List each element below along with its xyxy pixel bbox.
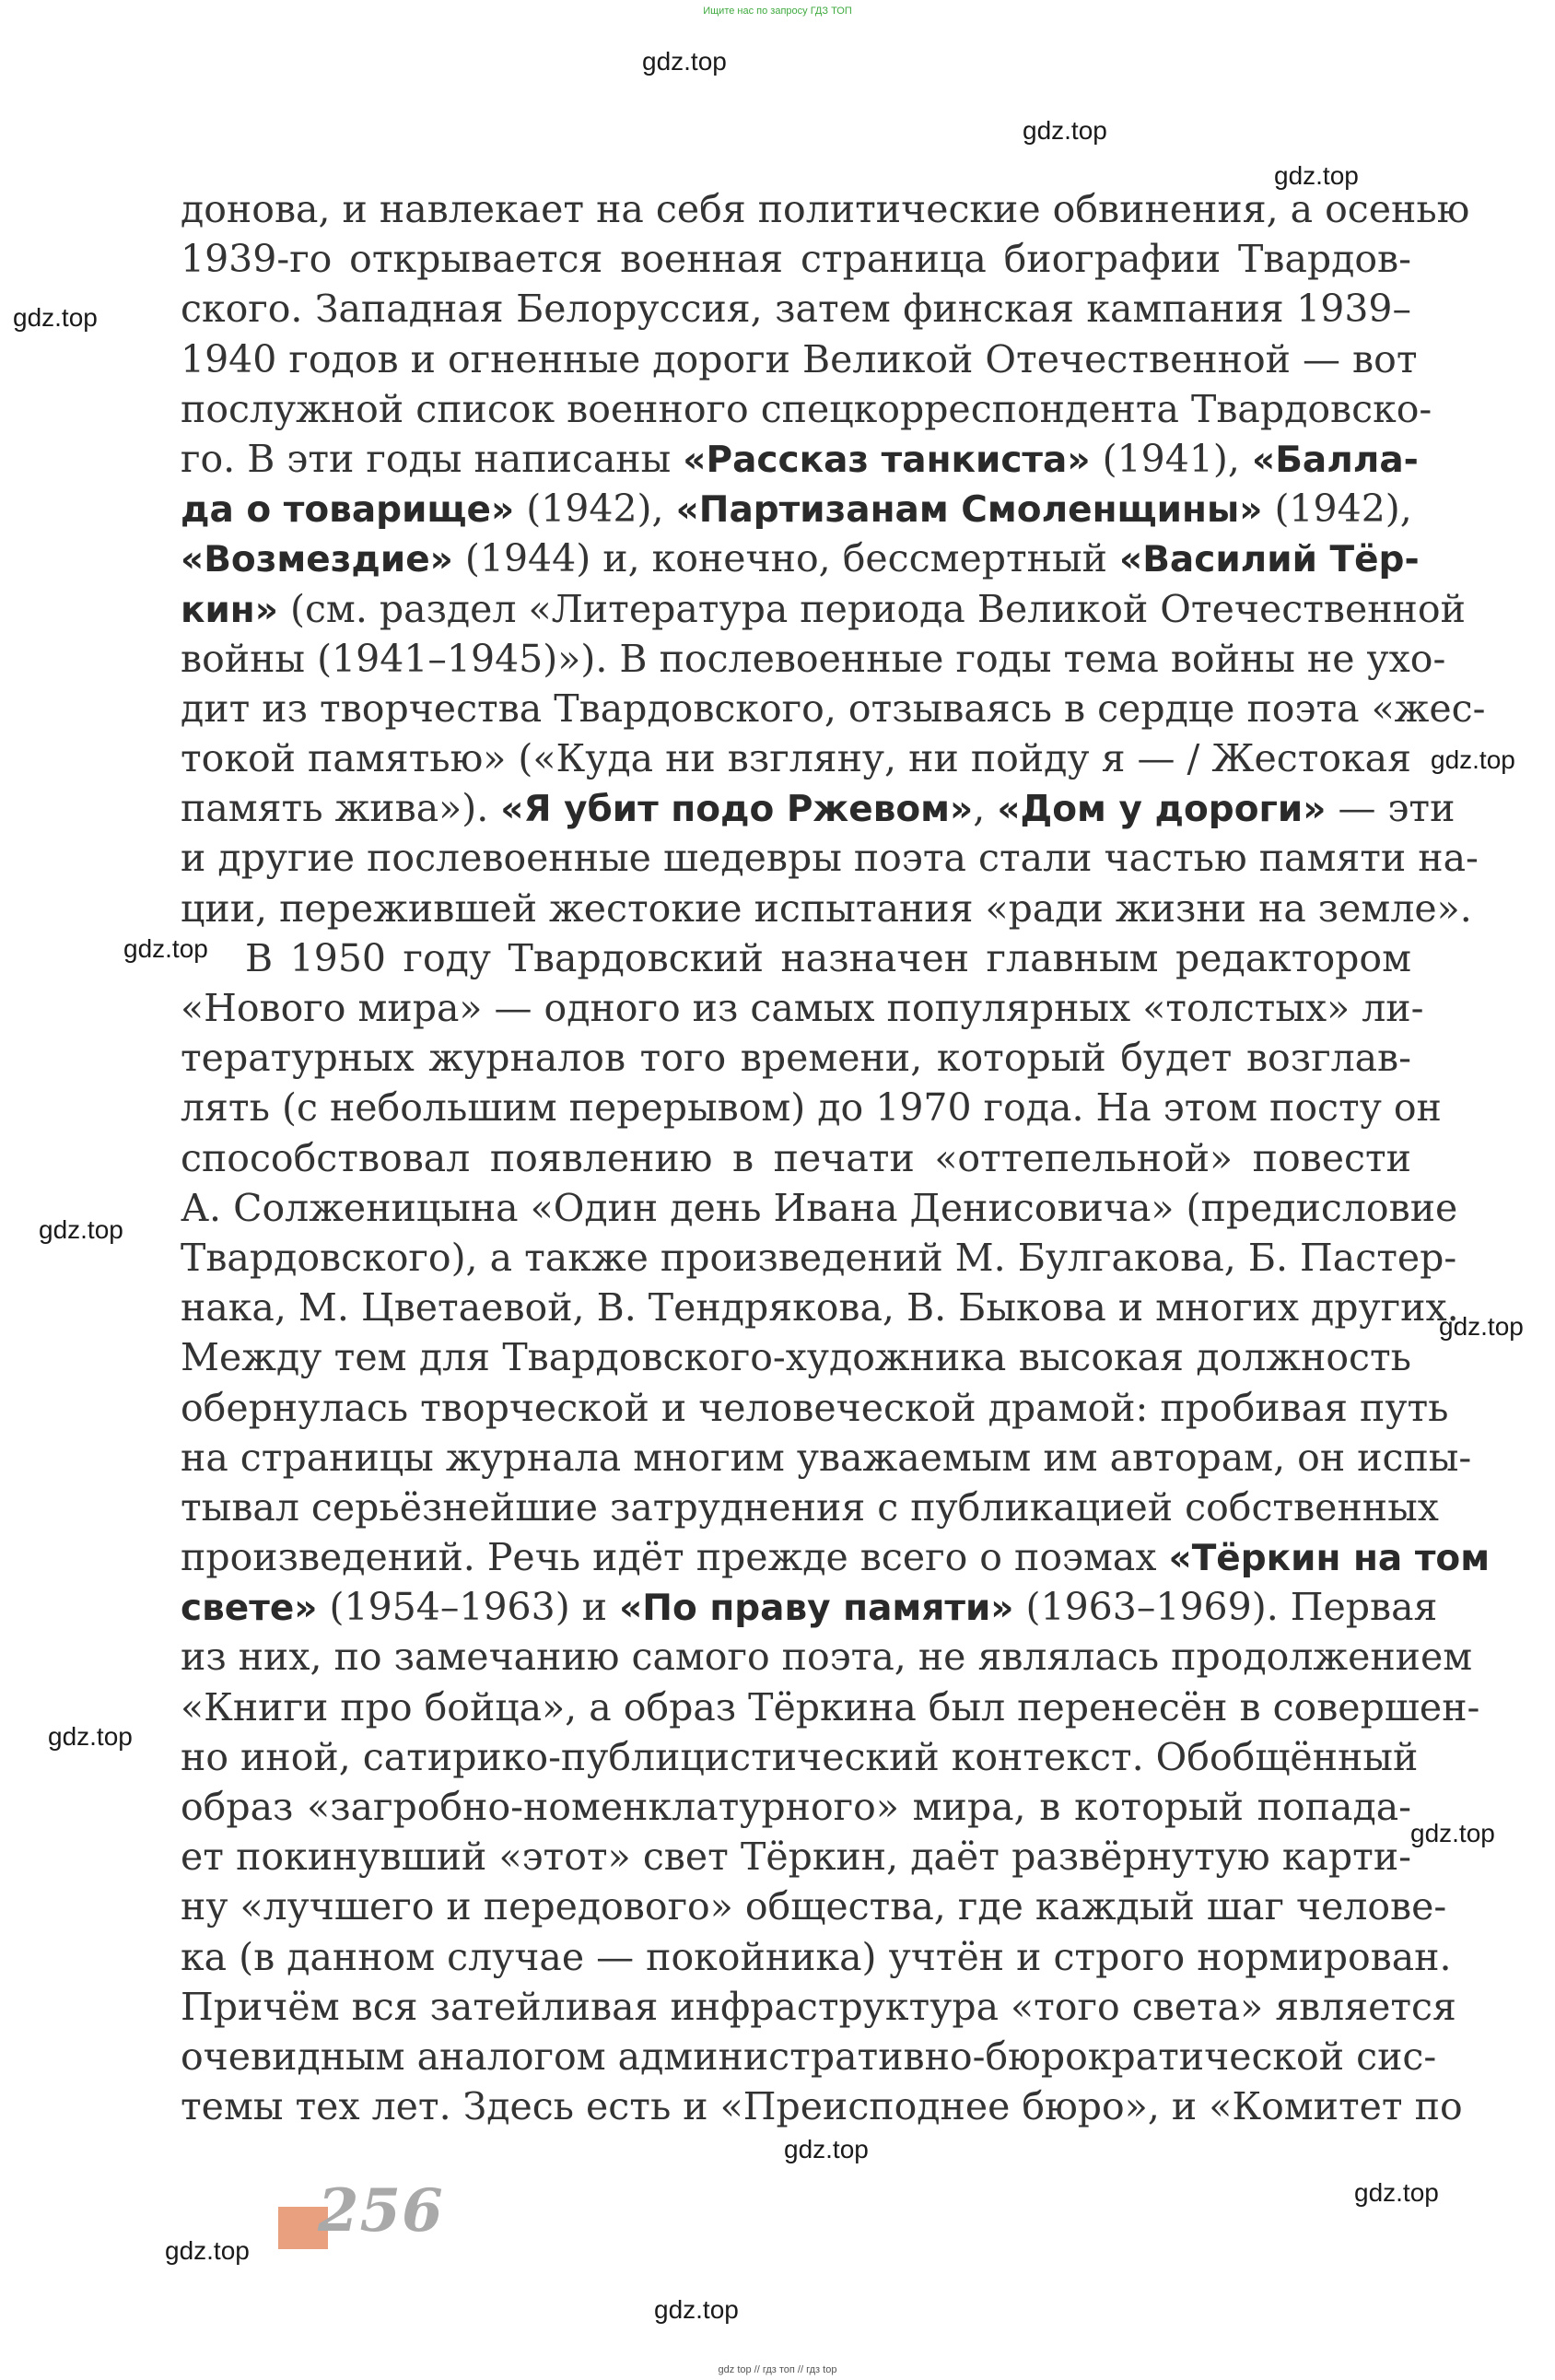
text-span: и другие послевоенные шедевры поэта стали частью памяти на- xyxy=(181,836,1479,881)
text-line xyxy=(181,234,1411,284)
text-line xyxy=(181,1283,1459,1332)
bold-title: «Я убит подо Ржевом» xyxy=(500,789,974,831)
text-span: тывал серьёзнейшие затруднения с публикацией собственных xyxy=(181,1484,1439,1530)
text-span: память жива»). xyxy=(181,786,501,831)
text-line xyxy=(181,1832,1411,1882)
text-span: В 1950 году Твардовский назначен главным редактором xyxy=(245,935,1411,980)
watermark: gdz.top xyxy=(1023,116,1107,145)
bold-title: «По праву памяти» xyxy=(619,1588,1014,1630)
bold-title: да о товарище» xyxy=(181,489,515,532)
text-span: произведений. Речь идёт прежде всего о поэмах xyxy=(181,1535,1169,1580)
text-span: тературных журналов того времени, который будет возглав- xyxy=(181,1036,1411,1081)
text-line xyxy=(181,1882,1447,1931)
text-line xyxy=(181,1532,1491,1582)
watermark: gdz.top xyxy=(48,1722,133,1751)
text-span: А. Солженицына «Один день Ивана Денисовича» (предисловие xyxy=(181,1185,1458,1230)
watermark: gdz.top xyxy=(1354,2178,1439,2207)
text-span: ет покинувший «этот» свет Тёркин, даёт развёрнутую карти- xyxy=(181,1835,1411,1880)
text-span: Причём вся затейливая инфраструктура «того света» является xyxy=(181,1984,1456,2029)
text-span: донова, и навлекает на себя политические обвинения, а осенью xyxy=(181,187,1470,231)
text-span: нака, М. Цветаевой, В. Тендрякова, В. Быкова и многих других. xyxy=(181,1285,1459,1331)
text-line xyxy=(181,1582,1438,1632)
page-number: 256 xyxy=(318,2176,444,2245)
text-line xyxy=(181,933,1411,983)
bold-title: кин» xyxy=(181,589,278,631)
text-span: но иной, сатирико-публицистический контекст. Обобщённый xyxy=(181,1734,1419,1779)
bold-title: «Рассказ танкиста» xyxy=(683,439,1091,481)
text-line xyxy=(181,1782,1411,1832)
text-span: лять (с небольшим перерывом) до 1970 года. На этом посту он xyxy=(181,1085,1442,1131)
text-line xyxy=(181,1483,1439,1532)
text-line xyxy=(181,284,1411,334)
watermark: gdz.top xyxy=(1439,1312,1524,1341)
watermark: gdz.top xyxy=(165,2236,250,2265)
text-span: на страницы журнала многим уважаемым им авторам, он испы- xyxy=(181,1435,1472,1480)
watermark: gdz.top xyxy=(123,934,208,963)
text-line xyxy=(181,1682,1480,1732)
bold-title: свете» xyxy=(181,1588,318,1630)
text-span: го. В эти годы написаны xyxy=(181,436,684,481)
text-span: «Нового мира» — одного из самых популярных «толстых» ли- xyxy=(181,986,1424,1030)
text-line xyxy=(181,884,1472,933)
watermark: gdz.top xyxy=(784,2135,869,2163)
text-span: 1940 годов и огненные дороги Великой Отечественной — вот xyxy=(181,336,1418,381)
text-span: из них, по замечанию самого поэта, не являлась продолжением xyxy=(181,1635,1473,1680)
bold-title: «Балла- xyxy=(1252,439,1419,481)
text-span: (1954–1963) и xyxy=(317,1585,620,1630)
text-line xyxy=(181,1233,1457,1283)
header-note: Ищите нас по запросу ГДЗ ТОП xyxy=(703,6,852,17)
watermark: gdz.top xyxy=(1274,161,1359,190)
text-line xyxy=(181,733,1411,783)
text-line xyxy=(181,634,1446,684)
text-span: войны (1941–1945)»). В послевоенные годы тема войны не ухо- xyxy=(181,636,1446,681)
watermark: gdz.top xyxy=(39,1215,123,1244)
text-line xyxy=(181,1332,1411,1382)
watermark: gdz.top xyxy=(654,2295,739,2324)
text-span: «Книги про бойца», а образ Тёркина был перенесён в совершен- xyxy=(181,1684,1480,1729)
text-span: способствовал появлению в печати «оттепельной» повести xyxy=(181,1135,1411,1180)
text-span: (1942), xyxy=(1262,487,1412,532)
text-span: токой памятью» («Куда ни взгляну, ни пойду я — / Жестокая xyxy=(181,736,1411,781)
text-line xyxy=(181,833,1479,883)
watermark: gdz.top xyxy=(1431,745,1515,774)
text-line xyxy=(181,983,1424,1033)
watermark: gdz.top xyxy=(13,303,98,332)
text-span: обернулась творческой и человеческой драмой: пробивая путь xyxy=(181,1385,1449,1430)
text-line xyxy=(181,334,1418,384)
text-line xyxy=(181,1632,1473,1682)
text-line xyxy=(181,1383,1449,1433)
text-line xyxy=(181,1083,1442,1132)
text-span: темы тех лет. Здесь есть и «Преисподнее бюро», и «Комитет по xyxy=(181,2084,1463,2129)
text-line xyxy=(181,1033,1411,1083)
text-line xyxy=(181,184,1470,234)
text-span: (см. раздел «Литература периода Великой Отечественной xyxy=(277,586,1466,631)
bold-title: «Василий Тёр- xyxy=(1119,539,1420,581)
text-line xyxy=(181,2081,1463,2131)
text-line xyxy=(181,484,1411,533)
text-span: образ «загробно-номенклатурного» мира, в который попада- xyxy=(181,1785,1411,1829)
text-span: , xyxy=(973,786,998,831)
text-line xyxy=(181,1732,1419,1782)
text-line xyxy=(181,533,1420,583)
text-line xyxy=(181,783,1456,833)
text-line xyxy=(181,1133,1411,1183)
text-span: послужной список военного спецкорреспондента Твардовско- xyxy=(181,386,1432,431)
text-span: Между тем для Твардовского-художника высокая должность xyxy=(181,1335,1411,1380)
text-span: (1944) и, конечно, бессмертный xyxy=(452,536,1119,581)
bold-title: «Возмездие» xyxy=(181,539,453,581)
text-span: Твардовского), а также произведений М. Булгакова, Б. Пастер- xyxy=(181,1235,1457,1280)
bold-title: «Дом у дороги» xyxy=(997,789,1327,831)
text-span: ка (в данном случае — покойника) учтён и строго нормирован. xyxy=(181,1934,1452,1979)
text-span: ции, пережившей жестокие испытания «ради жизни на земле». xyxy=(181,885,1472,931)
text-line xyxy=(181,1183,1458,1233)
text-line xyxy=(181,1982,1456,2032)
text-span: ну «лучшего и передового» общества, где каждый шаг челове- xyxy=(181,1884,1447,1929)
text-span: очевидным аналогом административно-бюрократической сис- xyxy=(181,2034,1437,2079)
text-line xyxy=(181,1932,1452,1982)
footer-note: gdz top // гдз топ // гдз top xyxy=(718,2364,837,2375)
text-span: ского. Западная Белоруссия, затем финская кампания 1939– xyxy=(181,287,1411,332)
text-line xyxy=(181,434,1419,484)
text-span: 1939-го открывается военная страница биографии Твардов- xyxy=(181,237,1411,282)
text-span: (1963–1969). Первая xyxy=(1013,1585,1438,1630)
text-line xyxy=(181,2032,1437,2081)
text-span: дит из творчества Твардовского, отзываясь в сердце поэта «жес- xyxy=(181,686,1486,731)
text-line xyxy=(181,584,1466,634)
text-span: (1941), xyxy=(1090,436,1252,481)
text-line xyxy=(181,1433,1472,1483)
bold-title: «Партизанам Смоленщины» xyxy=(675,489,1263,532)
text-span: (1942), xyxy=(514,487,676,532)
text-line xyxy=(181,384,1432,434)
watermark: gdz.top xyxy=(1410,1819,1495,1847)
text-span: — эти xyxy=(1326,786,1456,831)
bold-title: «Тёркин на том xyxy=(1168,1538,1491,1580)
text-line xyxy=(181,684,1486,733)
watermark: gdz.top xyxy=(642,47,727,76)
